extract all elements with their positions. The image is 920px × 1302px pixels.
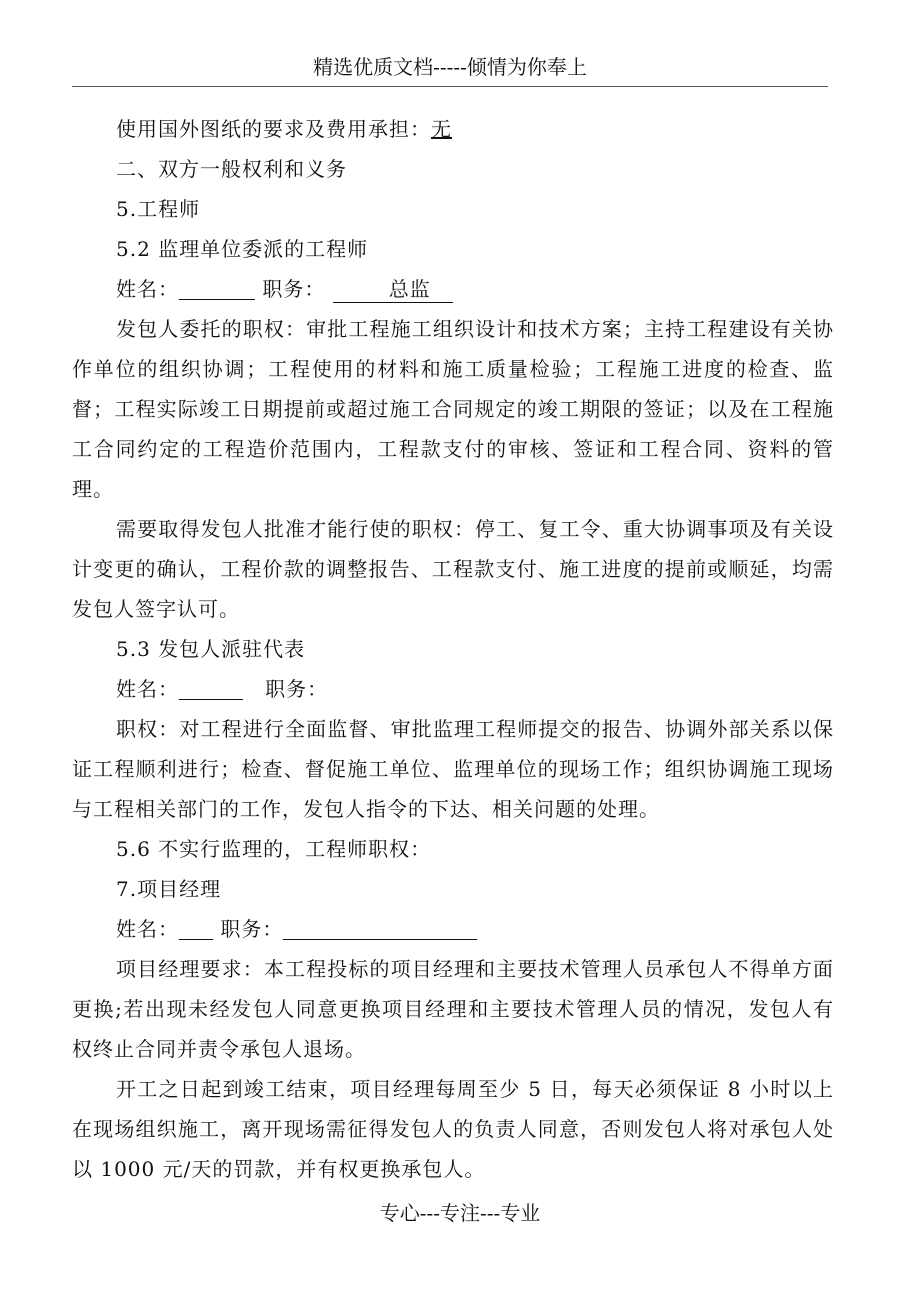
s5-3-authority: 职权：对工程进行全面监督、审批监理工程师提交的报告、协调外部关系以保证工程顺利进行；检查、督促施工单位、监理单位的现场工作；组织协调施工现场与工程相关部门的工作，发包人指令的下达、相关问题的处理。 <box>72 717 834 821</box>
name-blank <box>179 915 213 940</box>
s7-requirements: 项目经理要求：本工程投标的项目经理和主要技术管理人员承包人不得单方面更换;若出现未经发包人同意更换项目经理和主要技术管理人员的情况，发包人有权终止合同并责令承包人退场。 <box>72 957 834 1061</box>
page-header <box>72 52 828 87</box>
footer-text: 专心---专注---专业 <box>379 1201 541 1225</box>
position-label: 职务： <box>220 917 284 941</box>
header-title: 精选优质文档-----倾情为你奉上 <box>313 55 587 79</box>
s5-2-approval: 需要取得发包人批准才能行使的职权：停工、复工令、重大协调事项及有关设计变更的确认，工程价款的调整报告、工程款支付、施工进度的提前或顺延，均需发包人签字认可。 <box>72 517 834 621</box>
name-label: 姓名： <box>116 677 179 701</box>
s5-2-name-position-line <box>72 269 834 309</box>
s5-title: 5.工程师 <box>116 197 201 221</box>
s5-3-name-position-line <box>72 669 834 709</box>
s7-name-position-line <box>72 909 834 949</box>
s5-2-delegated: 发包人委托的职权：审批工程施工组织设计和技术方案；主持工程建设有关协作单位的组织协调；工程使用的材料和施工质量检验；工程施工进度的检查、监督；工程实际竣工日期提前或超过施工合同规定的竣工期限的签证；以及在工程施工合同约定的工程造价范围内，工程款支付的审核、签证和工程合同、资料的管理。 <box>72 317 834 501</box>
name-blank <box>179 675 243 700</box>
position-blank <box>283 915 477 940</box>
s5-6-title: 5.6 不实行监理的，工程师职权： <box>116 837 432 861</box>
page-footer <box>0 1198 920 1228</box>
position-label: 职务： <box>265 677 329 701</box>
position-value: 总监 <box>333 276 453 303</box>
document-body <box>72 109 834 1189</box>
foreign-drawings-line <box>72 109 834 149</box>
name-label: 姓名： <box>116 917 179 941</box>
section2-title: 二、双方一般权利和义务 <box>116 157 347 181</box>
foreign-drawings-value: 无 <box>431 117 452 141</box>
s5-2-title: 5.2 监理单位委派的工程师 <box>116 237 369 261</box>
s5-3-title: 5.3 发包人派驻代表 <box>116 637 306 661</box>
name-label: 姓名： <box>116 277 179 301</box>
position-label: 职务： <box>262 277 326 301</box>
name-blank <box>179 275 255 300</box>
s7-attendance: 开工之日起到竣工结束，项目经理每周至少 5 日，每天必须保证 8 小时以上在现场组织施工，离开现场需征得发包人的负责人同意，否则发包人将对承包人处以 1000 元/天的罚款，并有权更换承包人。 <box>72 1077 834 1181</box>
s7-title: 7.项目经理 <box>116 877 222 901</box>
foreign-drawings-label: 使用国外图纸的要求及费用承担： <box>116 117 431 141</box>
